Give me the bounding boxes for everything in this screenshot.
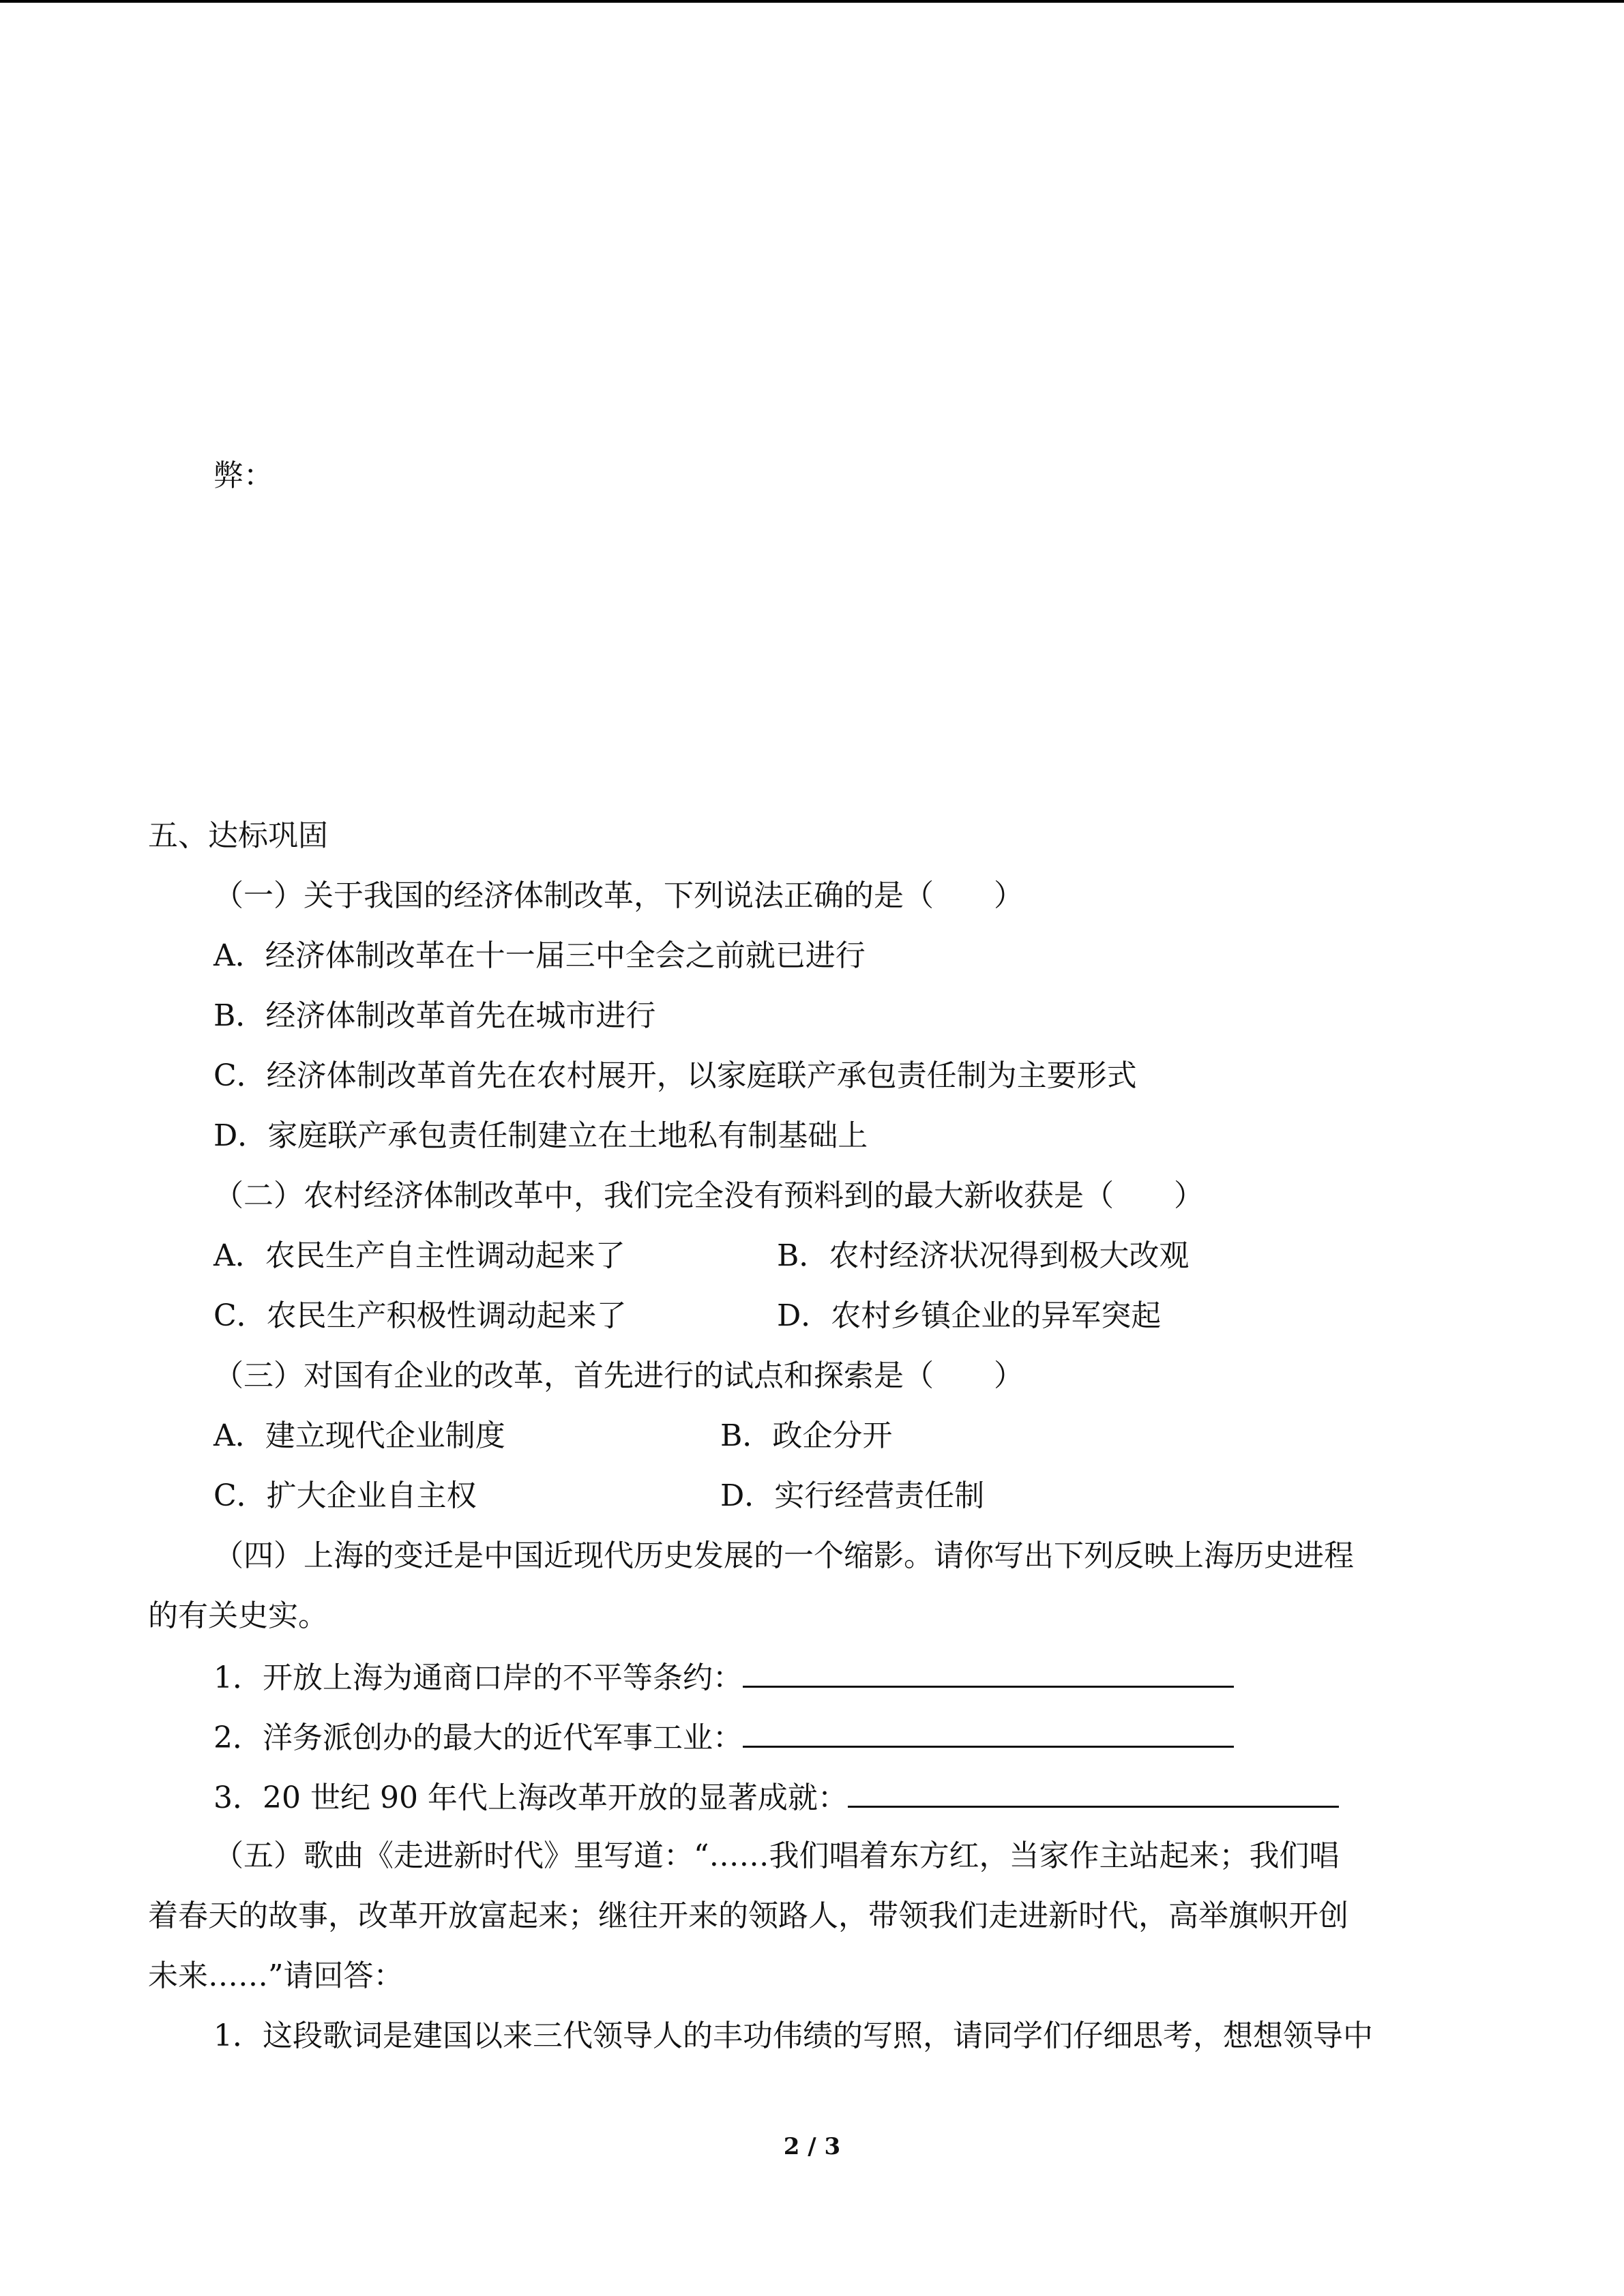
q4-answer-blank-1[interactable] bbox=[743, 1656, 1234, 1688]
q1-option-b: B．经济体制改革首先在城市进行 bbox=[213, 998, 656, 1033]
q3-option-d: D．实行经营责任制 bbox=[720, 1478, 985, 1513]
q4-item-3-label: 3．20 世纪 90 年代上海改革开放的显著成就： bbox=[213, 1780, 848, 1815]
q1-stem: （一）关于我国的经济体制改革，下列说法正确的是（ ） bbox=[213, 878, 1024, 913]
q5-stem-line3: 未来……”请回答： bbox=[148, 1958, 404, 1993]
q5-stem-line2: 着春天的故事，改革开放富起来；继往开来的领路人，带领我们走进新时代，高举旗帜开创 bbox=[148, 1898, 1348, 1933]
q4-item-3 bbox=[213, 1776, 1339, 1819]
q3-option-b: B．政企分开 bbox=[720, 1418, 893, 1453]
q4-stem-line2: 的有关史实。 bbox=[148, 1598, 328, 1633]
q5-stem-line1: （五）歌曲《走进新时代》里写道：“……我们唱着东方红，当家作主站起来；我们唱 bbox=[213, 1838, 1340, 1873]
q4-item-1 bbox=[213, 1656, 1234, 1699]
q2-option-c: C．农民生产积极性调动起来了 bbox=[213, 1298, 627, 1333]
q2-stem: （二）农村经济体制改革中，我们完全没有预料到的最大新收获是（ ） bbox=[213, 1178, 1204, 1213]
q5-item-1: 1．这段歌词是建国以来三代领导人的丰功伟绩的写照，请同学们仔细思考，想想领导中 bbox=[213, 2018, 1373, 2053]
fragment-text: 弊： bbox=[213, 458, 274, 493]
page-top-border bbox=[0, 0, 1624, 3]
q4-item-2-label: 2．洋务派创办的最大的近代军事工业： bbox=[213, 1720, 743, 1755]
q4-answer-blank-2[interactable] bbox=[743, 1716, 1234, 1748]
q2-option-b: B．农村经济状况得到极大改观 bbox=[777, 1238, 1190, 1273]
q1-option-c: C．经济体制改革首先在农村展开，以家庭联产承包责任制为主要形式 bbox=[213, 1058, 1137, 1093]
q4-answer-blank-3[interactable] bbox=[848, 1776, 1339, 1808]
q4-stem-line1: （四）上海的变迁是中国近现代历史发展的一个缩影。请你写出下列反映上海历史进程 bbox=[213, 1538, 1354, 1573]
q1-option-a: A．经济体制改革在十一届三中全会之前就已进行 bbox=[213, 938, 866, 973]
q2-option-d: D．农村乡镇企业的异军突起 bbox=[777, 1298, 1162, 1333]
section-title: 五、达标巩固 bbox=[148, 818, 328, 853]
q3-option-a: A．建立现代企业制度 bbox=[213, 1418, 505, 1453]
q4-item-2 bbox=[213, 1716, 1234, 1759]
q2-option-a: A．农民生产自主性调动起来了 bbox=[213, 1238, 625, 1273]
q3-stem: （三）对国有企业的改革，首先进行的试点和探索是（ ） bbox=[213, 1358, 1024, 1393]
q3-option-c: C．扩大企业自主权 bbox=[213, 1478, 477, 1513]
q4-item-1-label: 1．开放上海为通商口岸的不平等条约： bbox=[213, 1660, 743, 1695]
page-number: 2 / 3 bbox=[783, 2133, 841, 2160]
q1-option-d: D．家庭联产承包责任制建立在土地私有制基础上 bbox=[213, 1118, 868, 1153]
